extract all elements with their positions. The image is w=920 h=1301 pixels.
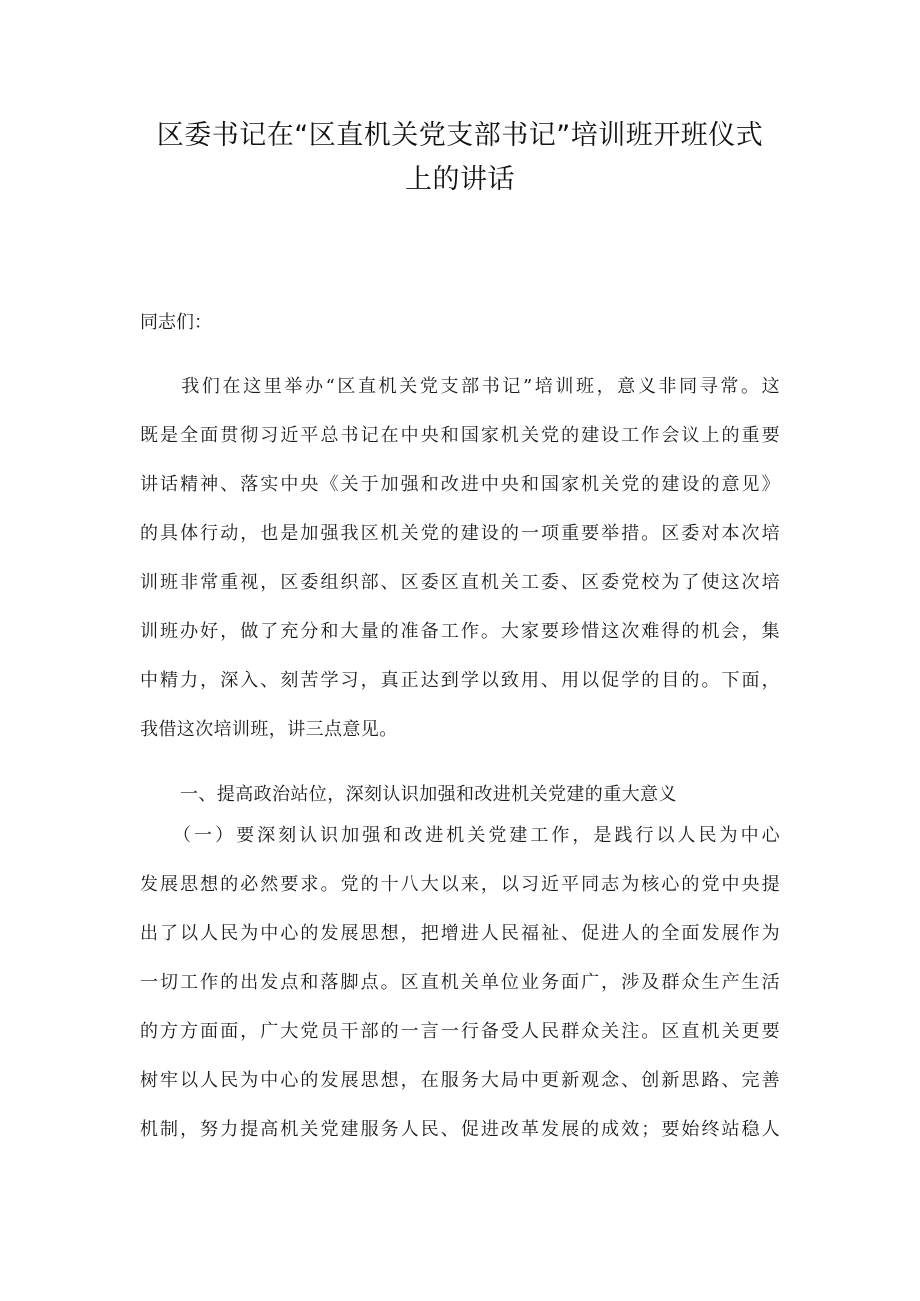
document-title (140, 114, 780, 202)
paragraph-line: 中精力，深入、刻苦学习，真正达到学以致用、用以促学的目的。下面， (140, 670, 780, 691)
title-line-2: 上的讲话 (405, 164, 515, 195)
salutation: 同志们： (140, 312, 212, 333)
paragraph-line: 我借这次培训班，讲三点意见。 (140, 719, 398, 740)
paragraph-line: 训班办好，做了充分和大量的准备工作。大家要珍惜这次难得的机会，集 (140, 621, 780, 642)
paragraph-line: 训班非常重视，区委组织部、区委区直机关工委、区委党校为了使这次培 (140, 572, 780, 593)
paragraph-line: 我们在这里举办“区直机关党支部书记”培训班，意义非同寻常。这 (140, 376, 780, 397)
paragraph-line: 发展思想的必然要求。党的十八大以来，以习近平同志为核心的党中央提 (140, 874, 780, 895)
section-heading-1: 一、提高政治站位，深刻认识加强和改进机关党建的重大意义 (180, 784, 677, 805)
paragraph-line: 既是全面贯彻习近平总书记在中央和国家机关党的建设工作会议上的重要 (140, 425, 780, 446)
paragraph-line: 的方方面面，广大党员干部的一言一行备受人民群众关注。区直机关更要 (140, 1021, 780, 1042)
paragraph-line: 出了以人民为中心的发展思想，把增进人民福祉、促进人的全面发展作为 (140, 923, 780, 944)
paragraph-line: 树牢以人民为中心的发展思想，在服务大局中更新观念、创新思路、完善 (140, 1070, 780, 1091)
paragraph-line: 一切工作的出发点和落脚点。区直机关单位业务面广，涉及群众生产生活 (140, 972, 780, 993)
paragraph-2 (140, 821, 780, 1164)
paragraph-line: 讲话精神、落实中央《关于加强和改进中央和国家机关党的建设的意见》 (140, 474, 780, 495)
paragraph-line: （一）要深刻认识加强和改进机关党建工作，是践行以人民为中心 (140, 825, 780, 846)
paragraph-line: 的具体行动，也是加强我区机关党的建设的一项重要举措。区委对本次培 (140, 523, 780, 544)
paragraph-1 (140, 372, 780, 764)
title-line-1: 区委书记在“区直机关党支部书记”培训班开班仪式 (156, 120, 764, 151)
paragraph-line: 机制，努力提高机关党建服务人民、促进改革发展的成效；要始终站稳人 (140, 1119, 780, 1140)
